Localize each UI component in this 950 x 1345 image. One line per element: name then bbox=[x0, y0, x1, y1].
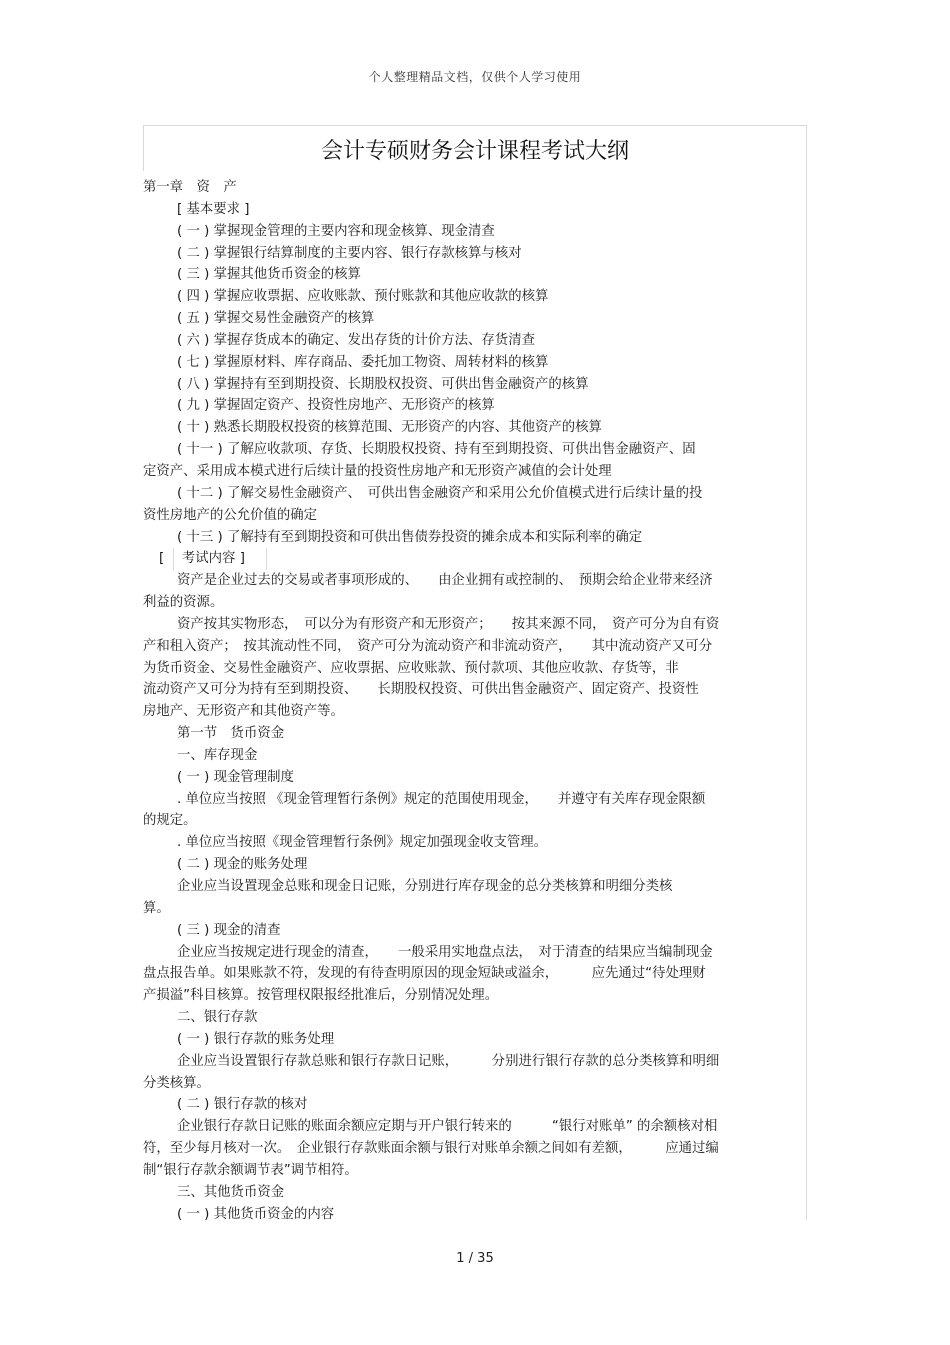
text-line: 符，至少每月核对一次。 企业银行存款账面余额与银行对账单余额之间如有差额， 应通过编 bbox=[143, 1141, 719, 1157]
text-line: 为货币资金、交易性金融资产、应收票据、应收账款、预付款项、其他应收款、存货等，非 bbox=[143, 660, 679, 676]
text-line: ( 七 ) 掌握原材料、库存商品、委托加工物资、周转材料的核算 bbox=[177, 354, 549, 370]
text-line: ( 十 ) 熟悉长期股权投资的核算范围、无形资产的内容、其他资产的核算 bbox=[177, 420, 602, 436]
text-line: 算。 bbox=[143, 900, 170, 916]
frame-border-right bbox=[806, 125, 807, 1220]
text-line: 资性房地产的公允价值的确定 bbox=[143, 507, 318, 523]
text-line: 的规定。 bbox=[143, 813, 197, 829]
text-line: ( 十一 ) 了解应收款项、存货、长期股权投资、持有至到期投资、可供出售金融资产、固 bbox=[177, 442, 696, 458]
text-line: ( 一 ) 掌握现金管理的主要内容和现金核算、现金清查 bbox=[177, 223, 495, 239]
text-line: ( 一 ) 现金管理制度 bbox=[177, 769, 294, 785]
text-line: 利益的资源。 bbox=[143, 595, 224, 611]
page-number: 1 / 35 bbox=[456, 1251, 494, 1266]
text-line: 第一章 资 产 bbox=[143, 180, 237, 195]
text-line: 定资产、采用成本模式进行后续计量的投资性房地产和无形资产减值的会计处理 bbox=[143, 463, 612, 479]
text-line: ( 三 ) 现金的清查 bbox=[177, 922, 281, 938]
text-line: ( 十二 ) 了解交易性金融资产、 可供出售金融资产和采用公允价值模式进行后续计量的投 bbox=[177, 485, 703, 501]
text-line: 企业应当设置银行存款总账和银行存款日记账， 分别进行银行存款的总分类核算和明细 bbox=[177, 1053, 720, 1069]
text-line: 制“银行存款余额调节表”调节相符。 bbox=[143, 1162, 358, 1178]
text-line: . 单位应当按照 《现金管理暂行条例》规定的范围使用现金， 并遵守有关库存现金限额 bbox=[177, 791, 706, 807]
text-line: ( 一 ) 其他货币资金的内容 bbox=[177, 1206, 335, 1222]
text-line: ( 二 ) 掌握银行结算制度的主要内容、银行存款核算与核对 bbox=[177, 245, 522, 261]
text-line: 流动资产又可分为持有至到期投资、 长期股权投资、可供出售金融资产、固定资产、投资性 bbox=[143, 682, 699, 698]
text-line: 企业银行存款日记账的账面余额应定期与开户银行转来的 “银行对账单” 的余额核对相 bbox=[177, 1119, 718, 1135]
text-line: ( 四 ) 掌握应收票据、应收账款、预付账款和其他应收款的核算 bbox=[177, 289, 549, 305]
text-line: [ 考试内容 ] bbox=[159, 551, 245, 567]
text-line: 资产是企业过去的交易或者事项形成的、 由企业拥有或控制的、 预期会给企业带来经济 bbox=[177, 573, 713, 589]
text-line: 产损溢”科目核算。按管理权限报经批准后，分别情况处理。 bbox=[143, 988, 499, 1004]
page-header-note: 个人整理精品文档，仅供个人学习使用 bbox=[368, 70, 582, 84]
text-line: 企业应当设置现金总账和现金日记账，分别进行库存现金的总分类核算和明细分类核 bbox=[177, 879, 673, 894]
document-title: 会计专硕财务会计课程考试大纲 bbox=[320, 139, 629, 164]
text-line: 二、银行存款 bbox=[177, 1010, 258, 1026]
text-line: 第一节 货币资金 bbox=[177, 726, 285, 742]
text-line: 一、库存现金 bbox=[177, 747, 258, 763]
text-line: ( 六 ) 掌握存货成本的确定、发出存货的计价方法、存货清查 bbox=[177, 332, 535, 348]
text-line: 分类核算。 bbox=[143, 1075, 210, 1091]
text-line: 企业应当按规定进行现金的清查， 一般采用实地盘点法， 对于清查的结果应当编制现金 bbox=[177, 944, 713, 960]
text-line: ( 三 ) 掌握其他货币资金的核算 bbox=[177, 267, 361, 283]
text-line: ( 十三 ) 了解持有至到期投资和可供出售债券投资的摊余成本和实际利率的确定 bbox=[177, 529, 643, 545]
text-line: ( 二 ) 银行存款的核对 bbox=[177, 1097, 308, 1113]
text-line: ( 五 ) 掌握交易性金融资产的核算 bbox=[177, 311, 375, 327]
text-line: ( 八 ) 掌握持有至到期投资、长期股权投资、可供出售金融资产的核算 bbox=[177, 376, 589, 392]
text-line: 盘点报告单。如果账款不符，发现的有待查明原因的现金短缺或溢余， 应先通过“待处理财 bbox=[143, 966, 706, 982]
text-line: ( 二 ) 现金的账务处理 bbox=[177, 857, 308, 873]
text-line: 三、其他货币资金 bbox=[177, 1184, 285, 1200]
document-body bbox=[143, 177, 803, 1226]
frame-border-top bbox=[143, 125, 807, 126]
text-line: . 单位应当按照《现金管理暂行条例》规定加强现金收支管理。 bbox=[177, 835, 548, 851]
text-line: 房地产、无形资产和其他资产等。 bbox=[143, 704, 344, 720]
text-line: 产和租入资产； 按其流动性不同， 资产可分为流动资产和非流动资产， 其中流动资产又可分 bbox=[143, 638, 713, 654]
text-line: ( 一 ) 银行存款的账务处理 bbox=[177, 1031, 335, 1047]
text-line: [ 基本要求 ] bbox=[177, 201, 250, 217]
text-line: ( 九 ) 掌握固定资产、投资性房地产、无形资产的核算 bbox=[177, 398, 495, 414]
text-line: 资产按其实物形态， 可以分为有形资产和无形资产； 按其来源不同， 资产可分为自有资 bbox=[177, 616, 720, 632]
